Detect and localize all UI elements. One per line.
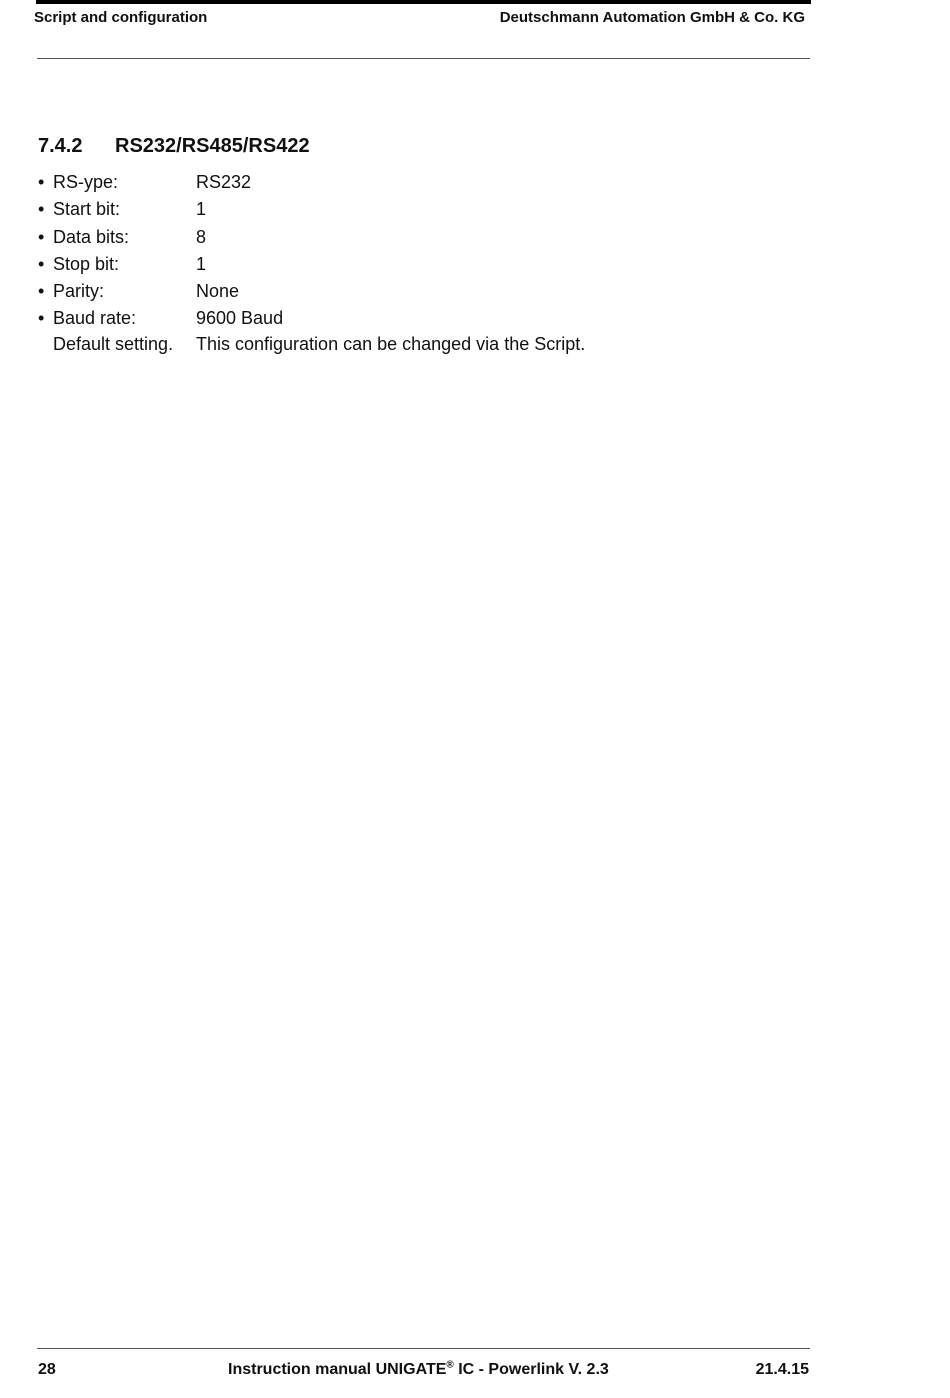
bullet-icon: •	[38, 308, 45, 329]
footer-divider	[37, 1348, 810, 1349]
spec-value: 1	[196, 199, 207, 220]
spec-value: None	[196, 281, 240, 302]
bullet-icon: •	[38, 253, 45, 274]
spec-value: 9600 Baud	[196, 308, 284, 329]
page-number: 28	[38, 1361, 56, 1378]
header-top-bar	[36, 0, 811, 4]
section-number: 7.4.2	[38, 135, 83, 157]
bullet-icon: •	[38, 226, 45, 247]
document-date: 21.4.15	[755, 1361, 809, 1378]
section-heading	[38, 135, 310, 158]
note-text: This configuration can be changed via the Script.	[196, 334, 586, 354]
header-company: Deutschmann Automation GmbH & Co. KG	[499, 9, 805, 26]
spec-label: Data bits:	[53, 226, 130, 247]
spec-label: RS-ype:	[53, 172, 119, 192]
note-label: Default setting.	[53, 334, 174, 354]
registered-mark: ®	[446, 1359, 454, 1371]
spec-value: 8	[196, 226, 207, 247]
spec-label: Baud rate:	[53, 308, 137, 329]
spec-label: Stop bit:	[53, 253, 120, 274]
spec-label: Parity:	[53, 281, 105, 302]
spec-value: RS232	[196, 172, 252, 192]
bullet-icon: •	[38, 172, 45, 192]
section-title: RS232/RS485/RS422	[115, 135, 310, 157]
bullet-icon: •	[38, 199, 45, 220]
manual-title-prefix: Instruction manual UNIGATE	[228, 1361, 447, 1378]
spec-value: 1	[196, 253, 207, 274]
spec-label: Start bit:	[53, 199, 121, 220]
bullet-icon: •	[38, 281, 45, 302]
header-chapter: Script and configuration	[34, 9, 208, 26]
manual-title	[228, 1361, 609, 1379]
header-divider	[37, 58, 810, 59]
manual-title-suffix: IC - Powerlink V. 2.3	[453, 1361, 609, 1378]
default-setting-note	[38, 334, 738, 358]
